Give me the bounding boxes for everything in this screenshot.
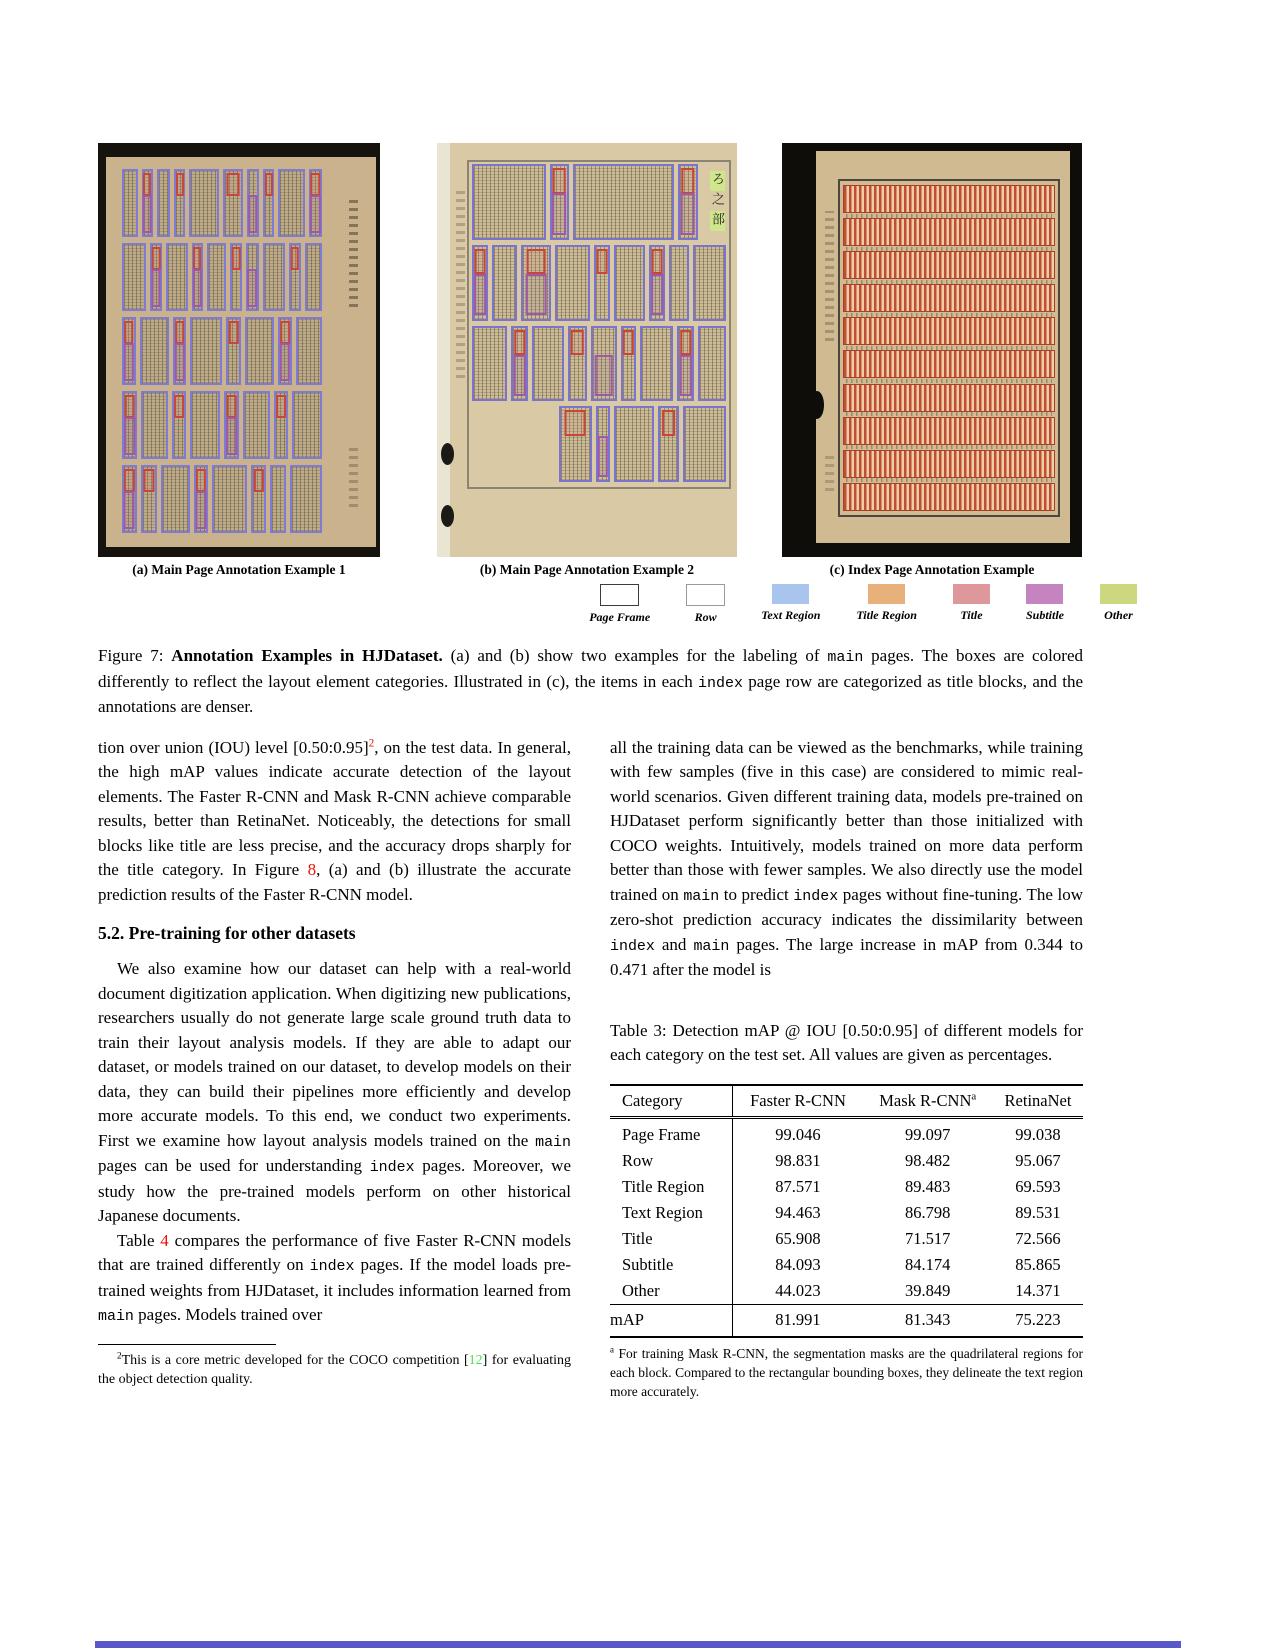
title-box (571, 330, 584, 356)
title-box (143, 173, 151, 196)
index-row-title-band (843, 218, 1055, 246)
text-region-box (677, 326, 694, 402)
category-cell: Subtitle (610, 1252, 733, 1278)
annotation-blocks-b (472, 164, 726, 482)
text-region-box (649, 245, 665, 321)
text-region-box (122, 465, 137, 533)
text-region-box (173, 317, 187, 385)
subtitle-box (514, 355, 527, 396)
text-region-box (190, 317, 222, 385)
annotation-row (472, 326, 726, 402)
title-box (680, 330, 691, 356)
text-region-box (247, 169, 259, 237)
binding-notch (441, 443, 454, 465)
subtitle-box (124, 417, 136, 454)
legend-swatch-title (953, 584, 990, 604)
title-box (193, 247, 201, 270)
legend-swatch-subtitle (1026, 584, 1063, 604)
column-header-category: Category (610, 1085, 733, 1118)
row-separator-marks (846, 247, 1052, 251)
text-region-box (472, 326, 507, 402)
figure-legend (589, 584, 1137, 625)
value-cell: 81.991 (775, 1309, 821, 1329)
text-region-box (492, 245, 518, 321)
text-region-box (141, 391, 168, 459)
value-cell: 98.482 (905, 1150, 951, 1170)
text-region-box (305, 243, 322, 311)
subcaption-c: (c) Index Page Annotation Example (829, 562, 1035, 577)
text-region-box (614, 406, 654, 482)
value-cell: 84.174 (905, 1254, 951, 1274)
column-header-model: RetinaNet (1004, 1090, 1072, 1110)
row-separator-marks (846, 346, 1052, 350)
table-header-row (610, 1085, 1083, 1118)
text-region-box (309, 169, 322, 237)
value-cell: 99.038 (1015, 1124, 1061, 1144)
text-region-box (192, 243, 203, 311)
figure-7b-main-page-annotation-image (437, 143, 737, 557)
binding-notch (441, 505, 454, 527)
section-heading-ro-no-bu (711, 171, 724, 231)
text-region-box (640, 326, 673, 402)
title-box (280, 321, 290, 344)
margin-character: ろ (710, 172, 725, 190)
legend-item (856, 584, 917, 625)
footnote-rule (98, 1344, 276, 1345)
margin-character: 之 (710, 192, 725, 210)
index-row-title-band (843, 284, 1055, 312)
text-region-box (568, 326, 587, 402)
section-heading-5-2: 5.2. Pre-training for other datasets (98, 923, 356, 944)
row-separator-marks (846, 214, 1052, 218)
text-region-box (140, 317, 169, 385)
title-box (124, 321, 134, 344)
text-region-box (555, 245, 590, 321)
category-cell: Title (610, 1226, 733, 1252)
title-box (681, 168, 694, 194)
text-region-box (678, 164, 698, 240)
subtitle-box (598, 436, 608, 477)
legend-label: Subtitle (1025, 608, 1064, 622)
subtitle-box (594, 355, 613, 396)
value-cell: 99.046 (775, 1124, 821, 1144)
legend-swatch-text-region (772, 584, 809, 604)
legend-item (1100, 584, 1137, 625)
annotation-row (122, 169, 322, 237)
index-title-bands (843, 185, 1055, 511)
body-paragraph: Table 4 compares the performance of five Faster R-CNN models that are trained differently on index pages. If the model loads pre-trained weights from HJDataset, it includes information learned from main pages. Models trained over (98, 1230, 571, 1326)
value-cell: 89.531 (1015, 1202, 1061, 1222)
subtitle-box (143, 195, 152, 232)
text-region-box (246, 243, 259, 311)
subtitle-box (526, 274, 547, 315)
subtitle-box (247, 269, 257, 306)
table-3-caption: Table 3: Detection mAP @ IOU [0.50:0.95] of different models for each category on the test set. All values are given as percentages. (610, 1020, 1083, 1065)
subtitle-box (280, 343, 290, 380)
title-box (565, 410, 586, 436)
text-region-box (614, 245, 645, 321)
cross-reference-link[interactable]: 2 (368, 737, 375, 750)
legend-item (1026, 584, 1064, 625)
scanned-paper-a (106, 157, 376, 547)
title-box (597, 249, 608, 275)
text-region-box (263, 243, 285, 311)
left-column (98, 736, 571, 1389)
text-region-box (594, 245, 610, 321)
body-paragraph: We also examine how our dataset can help with a real-world document digitization application. When digitizing new publications, researchers usually do not generate large scale ground truth data to train their layout analysis models. If they are able to adapt our dataset, or models trained on our dataset, to develop models on their data, they can build their pipelines more efficiently and develop more accurate models. To this end, we conduct two experiments. First we examine how layout analysis models trained on the main pages can be used for understanding index pages. Moreover, we study how the pre-trained models perform on other historical Japanese documents. (98, 959, 571, 1226)
right-column (610, 736, 1083, 1401)
margin-text-marks (456, 188, 465, 378)
footnote-2: $^2$This is a core metric developed for the COCO competition [12] for evaluating the object detection quality. (98, 1349, 572, 1387)
cross-reference-link[interactable]: 4 (160, 1230, 169, 1250)
subtitle-box (193, 269, 201, 306)
scanned-paper-c (816, 151, 1070, 543)
subtitle-box (226, 417, 238, 454)
annotation-row (472, 164, 726, 240)
index-row-title-band (843, 483, 1055, 511)
text-region-box (521, 245, 550, 321)
page-edge (437, 143, 450, 557)
figure-7-caption: Figure 7: Annotation Examples in HJDataset. (a) and (b) show two examples for the labeling of main pages. The boxes are colored differently to reflect the layout element categories. Illustrated in (c), the items in each index page row are categorized as title blocks, and the annotations are denser. (98, 646, 1084, 717)
column-header-model: Mask R-CNN$^a$ (879, 1090, 977, 1110)
value-cell: 95.067 (1015, 1150, 1061, 1170)
subtitle-box (679, 355, 692, 396)
title-box (662, 410, 676, 436)
text-region-box (596, 406, 610, 482)
title-box (227, 173, 240, 196)
next-figure-top-edge (95, 1641, 1181, 1648)
text-region-box (194, 465, 209, 533)
text-region-box (472, 245, 488, 321)
annotation-row (122, 317, 322, 385)
text-region-box (122, 317, 136, 385)
annotation-row (472, 406, 726, 482)
annotation-row (122, 243, 322, 311)
index-row-title-band (843, 251, 1055, 279)
legend-swatch-row (686, 584, 725, 606)
legend-item (589, 584, 650, 625)
legend-label: Title (960, 608, 983, 622)
text-region-box (511, 326, 528, 402)
text-region-box (207, 243, 227, 311)
table-footnote-a: $^a$ For training Mask R-CNN, the segmentation masks are the quadrilateral regions for each block. Compared to the rectangular bounding boxes, they delineate the text region more accurately. (610, 1344, 1083, 1400)
text-region-box (263, 169, 274, 237)
category-cell: Other (610, 1278, 733, 1305)
margin-text-marks (825, 451, 834, 491)
table-row (610, 1174, 1083, 1200)
text-region-box (270, 465, 286, 533)
text-region-box (122, 169, 138, 237)
text-region-box (289, 243, 301, 311)
title-box (553, 168, 566, 194)
title-box (514, 330, 525, 356)
text-region-box (141, 465, 157, 533)
row-separator-marks (846, 478, 1052, 482)
index-row-title-band (843, 350, 1055, 378)
index-row-title-band (843, 417, 1055, 445)
text-region-box (166, 243, 188, 311)
text-region-box (142, 169, 153, 237)
text-region-box (621, 326, 636, 402)
table-row (610, 1148, 1083, 1174)
table-row (610, 1252, 1083, 1278)
figure-7a-main-page-annotation-image (98, 143, 380, 557)
subtitle-box (651, 274, 663, 315)
value-cell: 85.865 (1015, 1254, 1061, 1274)
legend-item (686, 584, 725, 625)
title-box (652, 249, 663, 275)
text-region-box (669, 245, 689, 321)
legend-label: Row (694, 610, 717, 624)
value-cell: 81.343 (905, 1309, 951, 1329)
legend-swatch-title-region (868, 584, 905, 604)
legend-label: Other (1104, 608, 1133, 622)
body-paragraph: tion over union (IOU) level [0.50:0.95]$^2$, on the test data. In general, the high mAP values indicate accurate detection of the layout elements. The Faster R-CNN and Mask R-CNN achieve comparable results, better than RetinaNet. Noticeably, the detections for small blocks like title are less precise, and the accuracy drops sharply for the title category. In Figure 8, (a) and (b) illustrate the accurate prediction results of the Faster R-CNN model. (98, 737, 572, 904)
legend-swatch-page-frame (600, 584, 639, 606)
table-row (610, 1278, 1083, 1305)
row-separator-marks (846, 412, 1052, 416)
subcaption-b: (b) Main Page Annotation Example 2 (479, 562, 695, 577)
table-row (610, 1200, 1083, 1226)
text-region-box (683, 406, 726, 482)
text-region-box (559, 406, 592, 482)
binding-notch (810, 391, 824, 419)
category-cell: Row (610, 1148, 733, 1174)
value-cell: 44.023 (775, 1280, 821, 1300)
title-box (175, 321, 185, 344)
index-row-title-band (843, 384, 1055, 412)
value-cell: 65.908 (775, 1228, 821, 1248)
title-box (143, 469, 154, 492)
value-cell: 99.097 (905, 1124, 951, 1144)
text-region-box (550, 164, 569, 240)
value-cell: 69.593 (1015, 1176, 1061, 1196)
value-cell: 87.571 (775, 1176, 821, 1196)
annotation-row (472, 245, 726, 321)
subtitle-box (310, 195, 320, 232)
legend-item (953, 584, 990, 625)
annotation-row (122, 465, 322, 533)
title-box (196, 469, 206, 492)
text-region-box (189, 169, 219, 237)
title-box (174, 395, 184, 418)
title-box (290, 247, 299, 270)
text-region-box (698, 326, 726, 402)
index-row-title-band (843, 450, 1055, 478)
title-box (232, 247, 241, 270)
row-separator-marks (846, 379, 1052, 383)
text-region-box (591, 326, 617, 402)
cross-reference-link[interactable]: 8 (307, 860, 317, 880)
legend-item (761, 584, 820, 625)
text-region-box (274, 391, 288, 459)
text-region-box (243, 391, 270, 459)
category-cell: Text Region (610, 1200, 733, 1226)
table-row (610, 1304, 1083, 1337)
table-body (610, 1117, 1083, 1337)
title-box (623, 330, 633, 356)
subtitle-box (124, 491, 135, 528)
value-cell: 94.463 (775, 1202, 821, 1222)
text-region-box (290, 465, 322, 533)
index-row-title-band (843, 185, 1055, 213)
margin-text-marks (349, 447, 358, 507)
text-region-box (226, 317, 241, 385)
text-region-box (296, 317, 322, 385)
subtitle-box (680, 193, 695, 234)
text-region-box (278, 169, 304, 237)
text-region-box (532, 326, 564, 402)
text-region-box (172, 391, 186, 459)
subtitle-box (248, 195, 257, 232)
category-cell: Title Region (610, 1174, 733, 1200)
table-3 (610, 1084, 1083, 1338)
legend-swatch-other (1100, 584, 1137, 604)
value-cell: 14.371 (1015, 1280, 1061, 1300)
column-header-model: Faster R-CNN (750, 1090, 846, 1110)
title-box (474, 249, 485, 275)
value-cell: 84.093 (775, 1254, 821, 1274)
value-cell: 89.483 (905, 1176, 951, 1196)
text-region-box (223, 169, 242, 237)
text-region-box (122, 391, 137, 459)
title-box (527, 249, 546, 275)
value-cell: 98.831 (775, 1150, 821, 1170)
title-box (311, 173, 320, 196)
margin-text-marks (349, 197, 358, 307)
text-region-box (161, 465, 190, 533)
text-region-box (693, 245, 726, 321)
text-region-box (150, 243, 162, 311)
annotation-row (122, 391, 322, 459)
title-box (276, 395, 286, 418)
subtitle-box (174, 343, 184, 380)
cross-reference-link[interactable]: 12 (468, 1352, 483, 1368)
subtitle-box (124, 343, 134, 380)
legend-label: Text Region (761, 608, 821, 622)
value-cell: 72.566 (1015, 1228, 1061, 1248)
legend-label: Page Frame (589, 610, 651, 624)
category-cell: mAP (610, 1304, 733, 1337)
row-separator-marks (846, 313, 1052, 317)
text-region-box (573, 164, 674, 240)
text-region-box (251, 465, 266, 533)
table-row (610, 1226, 1083, 1252)
text-region-box (292, 391, 322, 459)
category-cell: Page Frame (610, 1117, 733, 1148)
figure-7c-index-page-annotation-image (782, 143, 1082, 557)
title-box (124, 469, 134, 492)
row-separator-marks (846, 280, 1052, 284)
title-box (265, 173, 273, 196)
body-paragraph: all the training data can be viewed as the benchmarks, while training with few samples (five in this case) are considered to mimic real-world scenarios. Given different training data, models pre-trained on HJDataset perform significantly better than those initialized with COCO weights. Intuitively, models trained on more data perform better than those with fewer samples. We also directly use the model trained on main to predict index pages without fine-tuning. The low zero-shot prediction accuracy indicates the dissimilarity between index and main pages. The large increase in mAP from 0.344 to 0.471 after the model is (610, 738, 1084, 980)
index-row-title-band (843, 317, 1055, 345)
value-cell: 39.849 (905, 1280, 951, 1300)
subtitle-box (552, 193, 566, 234)
text-region-box (245, 317, 274, 385)
text-region-box (472, 164, 546, 240)
text-region-box (212, 465, 247, 533)
value-cell: 75.223 (1015, 1309, 1061, 1329)
title-box (228, 321, 238, 344)
index-page-frame (838, 179, 1060, 517)
text-region-box (174, 169, 185, 237)
text-region-box (278, 317, 292, 385)
margin-text-marks (825, 211, 834, 341)
legend-label: Title Region (856, 608, 917, 622)
title-box (226, 395, 237, 418)
text-region-box (224, 391, 239, 459)
title-box (176, 173, 184, 196)
text-region-box (122, 243, 146, 311)
title-box (152, 247, 161, 270)
title-box (253, 469, 263, 492)
margin-character: 部 (710, 212, 725, 230)
subtitle-box (151, 269, 160, 306)
subcaption-a: (a) Main Page Annotation Example 1 (132, 562, 346, 577)
subtitle-box (474, 274, 486, 315)
text-region-box (157, 169, 170, 237)
value-cell: 86.798 (905, 1202, 951, 1222)
table-row (610, 1117, 1083, 1148)
text-region-box (658, 406, 679, 482)
value-cell: 71.517 (905, 1228, 951, 1248)
row-separator-marks (846, 445, 1052, 449)
title-box (124, 395, 135, 418)
annotation-blocks-a (122, 169, 322, 533)
text-region-box (230, 243, 242, 311)
text-region-box (190, 391, 220, 459)
subtitle-box (196, 491, 207, 528)
